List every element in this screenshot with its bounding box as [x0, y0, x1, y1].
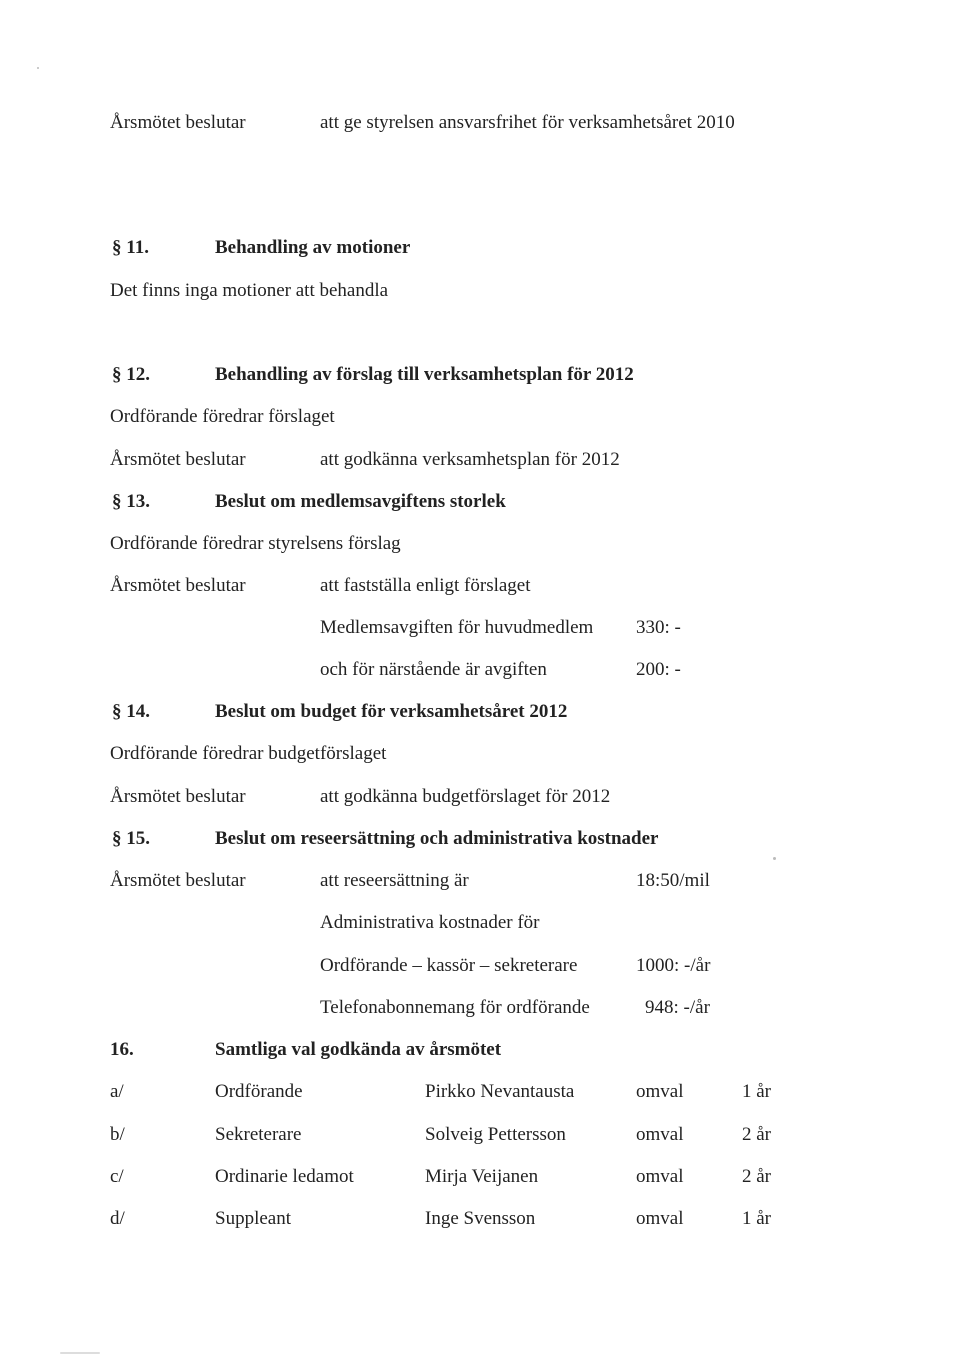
s15-decision-label: Årsmötet beslutar — [110, 870, 246, 891]
election-name: Solveig Pettersson — [425, 1124, 566, 1145]
s12-decision-text: att godkänna verksamhetsplan för 2012 — [320, 449, 620, 470]
s13-text: Ordförande föredrar styrelsens förslag — [110, 533, 401, 554]
s14-heading: Beslut om budget för verksamhetsåret 2012 — [215, 701, 568, 722]
election-letter: c/ — [110, 1166, 124, 1187]
s13-decision-label: Årsmötet beslutar — [110, 575, 246, 596]
election-term: 1 år — [742, 1081, 772, 1102]
election-type: omval — [636, 1166, 684, 1187]
s12-decision-label: Årsmötet beslutar — [110, 449, 246, 470]
s11-text: Det finns inga motioner att behandla — [110, 280, 389, 301]
election-term: 2 år — [742, 1166, 772, 1187]
s14-decision-text: att godkänna budgetförslaget för 2012 — [320, 786, 611, 807]
s15-cost2-value: 948: -/år — [645, 997, 710, 1018]
election-role: Sekreterare — [215, 1124, 302, 1145]
s15-cost1-label: Ordförande – kassör – sekreterare — [320, 955, 578, 976]
s11-number: § 11. — [112, 237, 149, 258]
s12-number: § 12. — [112, 364, 150, 385]
s13-number: § 13. — [112, 491, 150, 512]
election-name: Pirkko Nevantausta — [425, 1081, 575, 1102]
s13-fee1-label: Medlemsavgiften för huvudmedlem — [320, 617, 594, 638]
election-letter: d/ — [110, 1208, 125, 1229]
scan-speck — [37, 67, 39, 69]
s15-number: § 15. — [112, 828, 150, 849]
election-letter: a/ — [110, 1081, 124, 1102]
s15-decision-text: att reseersättning är — [320, 870, 469, 891]
s12-heading: Behandling av förslag till verksamhetsplan för 2012 — [215, 364, 634, 385]
s13-fee1-value: 330: - — [636, 617, 681, 638]
election-role: Ordinarie ledamot — [215, 1166, 354, 1187]
s14-text: Ordförande föredrar budgetförslaget — [110, 743, 387, 764]
s15-cost2-label: Telefonabonnemang för ordförande — [320, 997, 590, 1018]
s11-heading: Behandling av motioner — [215, 237, 411, 258]
s13-heading: Beslut om medlemsavgiftens storlek — [215, 491, 506, 512]
election-term: 1 år — [742, 1208, 772, 1229]
election-name: Inge Svensson — [425, 1208, 536, 1229]
s14-decision-label: Årsmötet beslutar — [110, 786, 246, 807]
s10-decision-label: Årsmötet beslutar — [110, 112, 246, 133]
election-type: omval — [636, 1208, 684, 1229]
s15-heading: Beslut om reseersättning och administrativa kostnader — [215, 828, 659, 849]
election-term: 2 år — [742, 1124, 772, 1145]
s15-cost1-value: 1000: -/år — [636, 955, 711, 976]
s14-number: § 14. — [112, 701, 150, 722]
election-name: Mirja Veijanen — [425, 1166, 539, 1187]
election-type: omval — [636, 1081, 684, 1102]
s13-decision-text: att fastställa enligt förslaget — [320, 575, 531, 596]
s12-text: Ordförande föredrar förslaget — [110, 406, 335, 427]
election-role: Suppleant — [215, 1208, 291, 1229]
s15-admin-label: Administrativa kostnader för — [320, 912, 540, 933]
scan-speck — [773, 857, 776, 860]
s15-rate-value: 18:50/mil — [636, 870, 710, 891]
election-type: omval — [636, 1124, 684, 1145]
election-role: Ordförande — [215, 1081, 303, 1102]
s16-number: 16. — [110, 1039, 134, 1060]
s13-fee2-label: och för närstående är avgiften — [320, 659, 547, 680]
election-letter: b/ — [110, 1124, 125, 1145]
s16-heading: Samtliga val godkända av årsmötet — [215, 1039, 502, 1060]
scan-speck — [60, 1352, 100, 1354]
s10-decision-text: att ge styrelsen ansvarsfrihet för verksamhetsåret 2010 — [320, 112, 735, 133]
s13-fee2-value: 200: - — [636, 659, 681, 680]
